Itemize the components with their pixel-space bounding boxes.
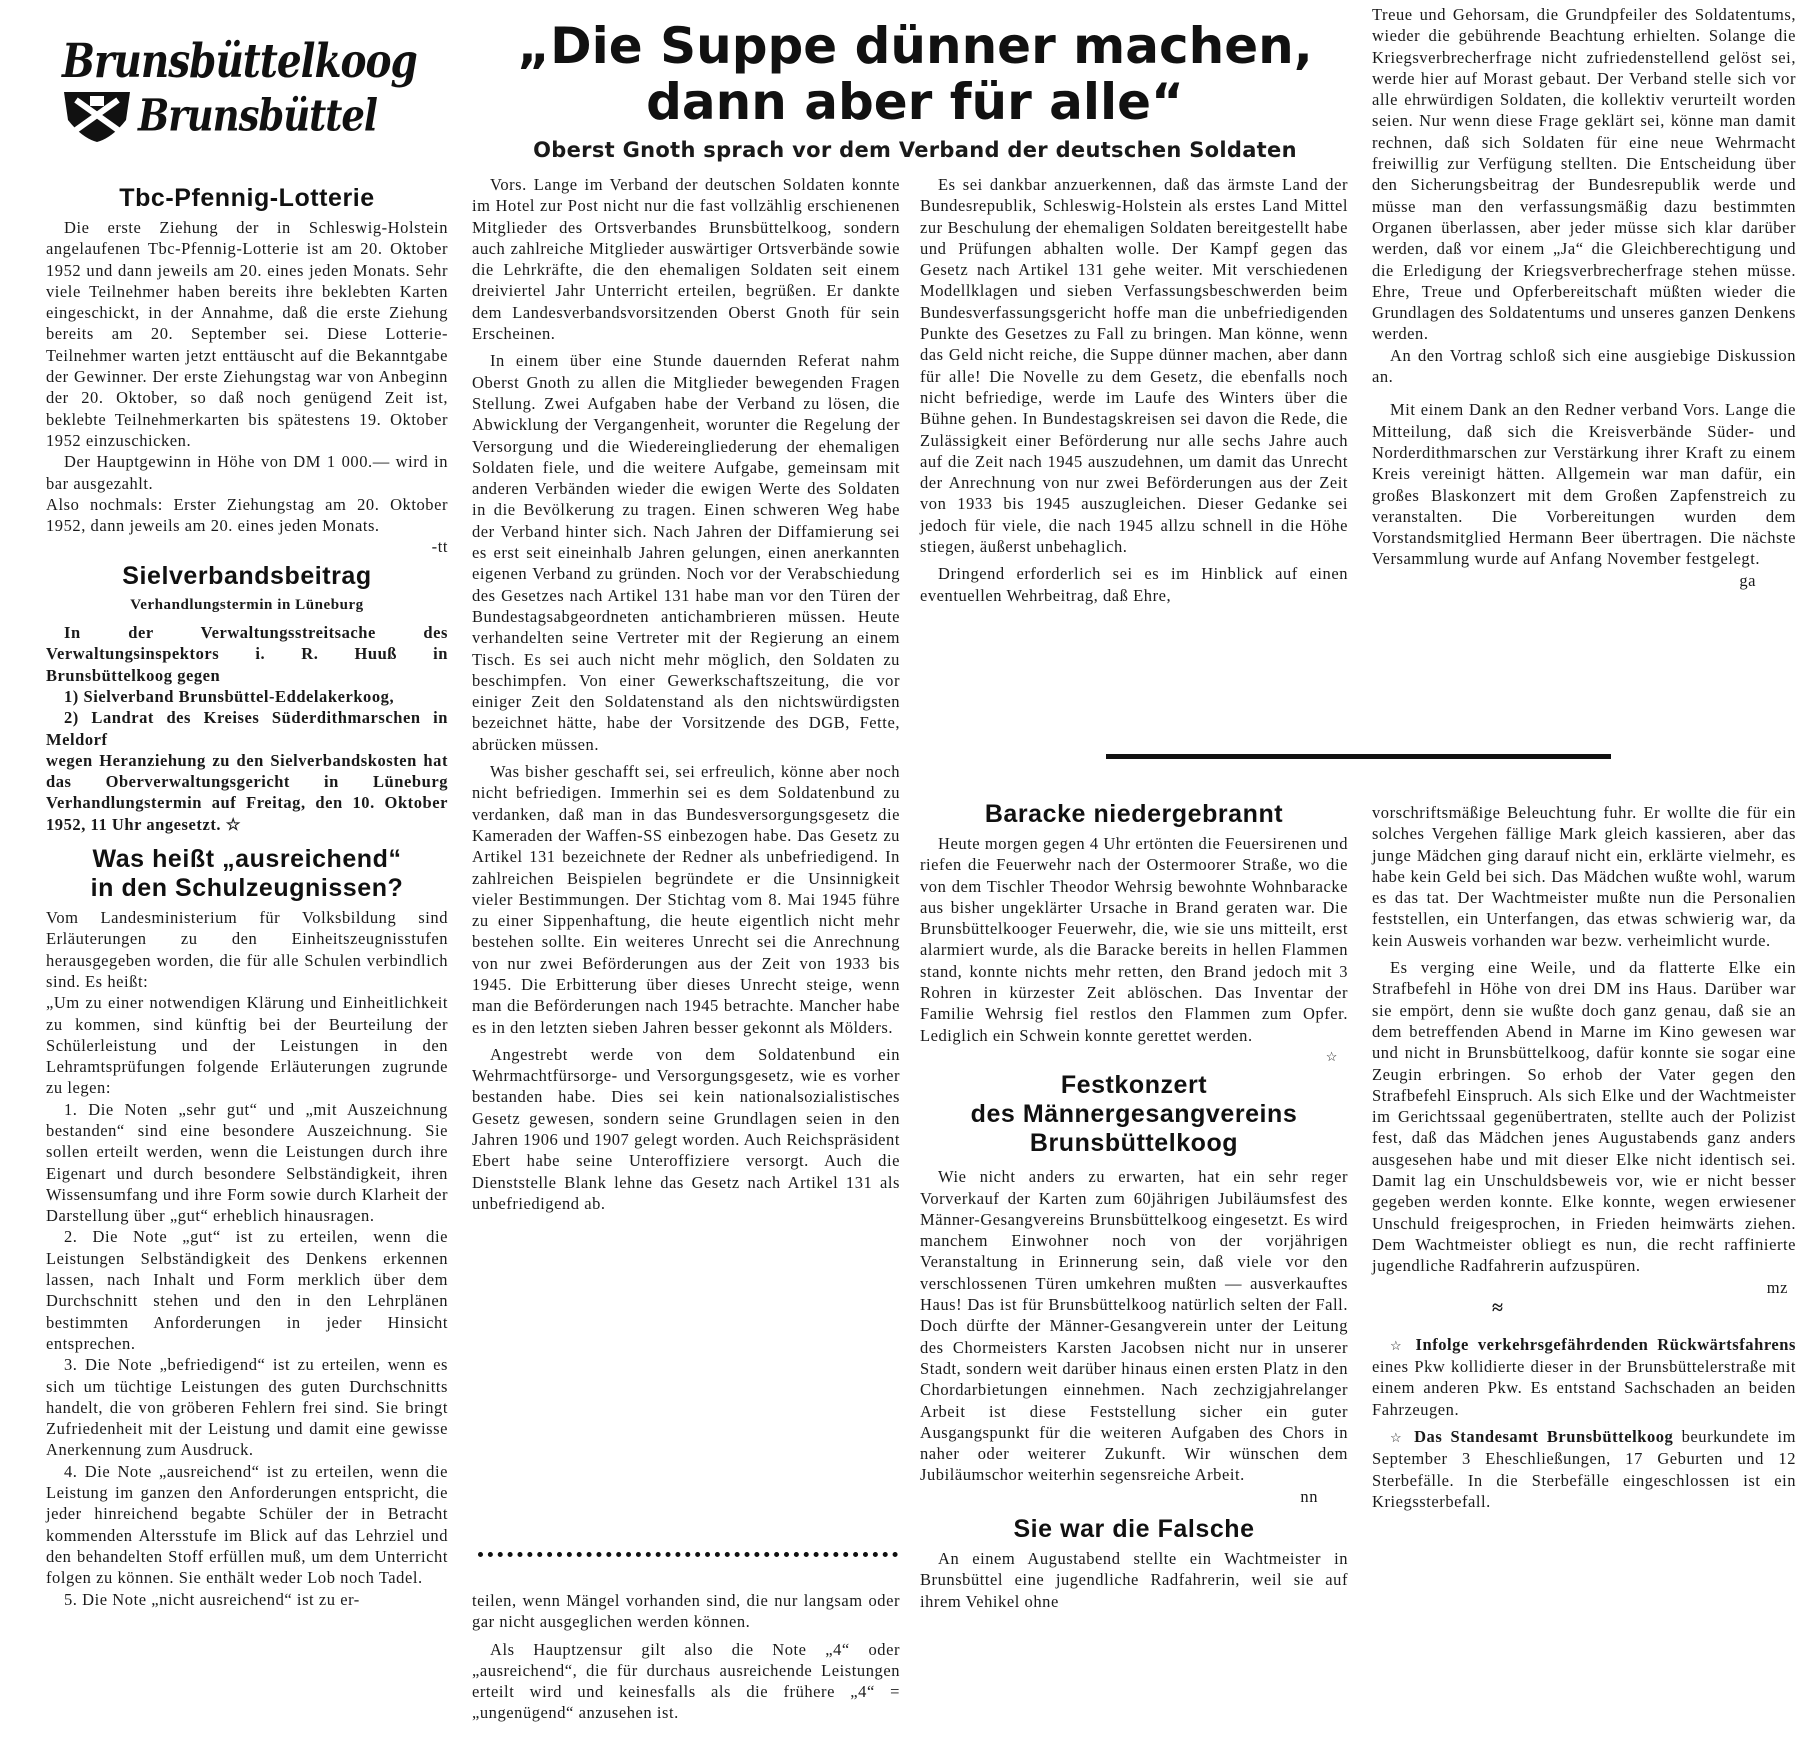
column-3-lower: [920, 796, 1348, 1612]
notice: [1372, 1334, 1796, 1420]
paragraph: In einem über eine Stunde dauernden Referat nahm Oberst Gnoth zu allen die Mitglieder bewegenden Fragen Stellung. Zwei Aufgaben habe der Verband zu lösen, die Abwicklung der Vergangenheit, worunter die Regelung der Versorgung und die Wiedereingliederung der ehemaligen Soldaten fiele, und die weitere Aufgabe, gemeinsam mit anderen Verbänden wieder die ewigen Werte des Soldaten in die Bevölkerung zu tragen. Einen schweren Weg habe der Verband hinter sich. Nach Jahren der Diffamierung sei es erst seit eineinhalb Jahren gelungen, einen anerkannten eigenen Verband zu gründen. Noch vor der Verabschiedung des Gesetzes nach Artikel 131 habe man vor den Türen der Bundestagsabgeordneten antichambrieren müssen. Heute verhandelten seine Vertreter mit der Regierung an einem Tisch. Es sei auch nicht mehr möglich, den Soldaten zu beschimpfen. Von einer Gewerkschaftszeitung, die vor einiger Zeit den Soldatenstand als den nichtswürdigsten bezeichnet hätte, habe der Vorsitzende des DGB, Fette, abrücken müssen.: [472, 351, 900, 754]
article-heading-line2: in den Schulzeugnissen?: [90, 874, 404, 903]
paragraph: 2. Die Note „gut“ ist zu erteilen, wenn die Leistungen Selbständigkeit des Denkens erkennen lassen, nach Inhalt und Form merklich über dem Durchschnitt stehen und den in den Lehrplänen bestimmten Anforderungen in jeder Hinsicht entsprechen.: [46, 1227, 448, 1353]
paragraph: An einem Augustabend stellte ein Wachtmeister in Brunsbüttel eine jugendliche Radfahrerin, weil sie auf ihrem Vehikel ohne: [920, 1549, 1348, 1611]
paragraph: 1) Sielverband Brunsbüttel-Eddelakerkoog,: [64, 686, 395, 706]
paragraph: 2) Landrat des Kreises Süderdithmarschen in Meldorf: [46, 708, 448, 749]
paragraph: Mit einem Dank an den Redner verband Vors. Lange die Mitteilung, daß sich die Kreisverbände Süder- und Norderdithmarschen zur Verstärkung ihrer Kraft zu einem Kreis vereinigt hätten. Allgemein war man dafür, ein großes Blaskonzert mit dem Großen Zapfenstreich zu veranstalten. Die Vorbereitungen wurden dem Vorstandsmitglied Hermann Beer übertragen. Die nächste Versammlung wurde auf Anfang November festgelegt.: [1372, 400, 1796, 569]
column-4-lower: [1372, 802, 1796, 1512]
star-icon: ☆: [1325, 1048, 1338, 1064]
paragraph: vorschriftsmäßige Beleuchtung fuhr. Er wollte die für ein solches Vergehen fällige Mark gleich kassieren, aber das junge Mädchen ging darauf nicht ein, erklärte vielmehr, es habe kein Geld bei sich. Das Mädchen wußte wohl, warum es das tat. Der Wachtmeister mußte nun die Personalien feststellen, ein Unterfangen, das etwas schwierig war, da kein Ausweis vorhanden war bezw. verheimlicht wurde.: [1372, 803, 1796, 950]
article-heading: Sielverbandsbeitrag: [122, 561, 372, 590]
paragraph: Der Hauptgewinn in Höhe von DM 1 000.— wird in bar ausgezahlt.: [46, 452, 448, 493]
masthead-line1: Brunsbüttelkoog: [62, 34, 417, 90]
article-heading: Tbc-Pfennig-Lotterie: [119, 184, 375, 212]
headline-line2: dann aber für alle“: [646, 73, 1184, 131]
paragraph: 3. Die Note „befriedigend“ ist zu erteilen, wenn es sich um tüchtige Leistungen des guten Durchschnitts handelt, die von gröberen Fehlern frei sind. Sie bringt Zufriedenheit mit der Leistung und damit eine gewisse Anerkennung zum Ausdruck.: [46, 1355, 448, 1460]
paragraph: Also nochmals: Erster Ziehungstag am 20. Oktober 1952, dann jeweils am 20. eines jeden Monats.: [46, 494, 448, 536]
separator-icon: ≈: [1492, 1296, 1504, 1319]
article-tbc: [46, 184, 448, 558]
paragraph: Es sei dankbar anzuerkennen, daß das ärmste Land der Bundesrepublik, Schleswig-Holstein als erstes Land Mittel zur Beschulung der ehemaligen Soldaten bereitgestellt habe und Prüfungen abhalten wolle. Der Kampf gegen das Gesetz nach Artikel 131 gehe weiter. Mit verschiedenen Modellklagen und sieben Verfassungsbeschwerden beim Bundesverfassungsgericht hoffe man die unbefriedigenden Punkte des Gesetzes zu Fall zu bringen. Man könne, wenn das Geld nicht reiche, die Suppe dünner machen, aber dann für alle! Die Novelle zu dem Gesetz, die ebenfalls noch nicht befriedige, werde im Laufe des Winters über die Bühne gehen. In Bundestagskreisen sei davon die Rede, die Zulässigkeit einer Beförderung nur alle sechs Jahre auch auf die Zeit nach 1945 auszudehnen, um damit das Unrecht der Anrechnung von nur zwei Beförderungen aus der Zeit von 1933 bis 1945 auszugleichen. Dieser Gedanke sei jedoch für viele, die nach 1945 allzu schnell in die Höhe stiegen, äußerst unbehaglich.: [920, 175, 1348, 557]
article-heading-line3: Brunsbüttelkoog: [1029, 1129, 1239, 1158]
article-heading: Sie war die Falsche: [1013, 1515, 1255, 1544]
paragraph: Was bisher geschafft sei, sei erfreulich, könne aber noch nicht befriedigen. Immerhin sei es dem Soldatenbund zu verdanken, daß man in das Bundesversorgungsgesetz die Kameraden der Waffen-SS einbezogen habe. Das Gesetz zu Artikel 131 bezeichnete der Redner als unbefriedigend. In zahlreichen Beispielen begründete er die Unsinnigkeit vieler Bestimmungen. Der Stichtag vom 8. Mai 1945 führe zu einer Sippenhaftung, die heute eigentlich nicht mehr bestehen sollte. Ein weiteres Unrecht sei die Anrechnung von nur zwei Beförderungen aus der Zeit von 1933 bis 1945. Die Erbitterung über dieses Unrecht steige, wenn man die Beförderungen nach 1945 betrachte. Mancher habe es in den letzten sieben Jahren besser gekonnt als Mölders.: [472, 762, 900, 1037]
masthead-logo: [62, 34, 417, 146]
paragraph: wegen Heranziehung zu den Sielverbandskosten hat das Oberverwaltungsgericht in Lüneburg Verhandlungstermin auf Freitag, den 10. Oktober 1952, 11 Uhr angesetzt. ☆: [46, 750, 448, 834]
article-heading-line2: des Männergesangvereins: [970, 1100, 1298, 1129]
paragraph: 5. Die Note „nicht ausreichend“ ist zu er-: [64, 1589, 360, 1609]
article-falsche: [920, 1515, 1348, 1612]
headline-subtitle: Oberst Gnoth sprach vor dem Verband der deutschen Soldaten: [533, 138, 1297, 162]
notice: [1372, 1426, 1796, 1512]
column-4-top: [1372, 4, 1796, 591]
paragraph: „Um zu einer notwendigen Klärung und Einheitlichkeit zu kommen, sind künftig bei der Beurteilung der Schülerleistung und der Leistungen in den Lehramtsprüfungen folgende Erläuterungen zugrunde zu legen:: [46, 993, 448, 1098]
paragraph: Es verging eine Weile, und da flatterte Elke ein Strafbefehl in Höhe von drei DM ins Haus. Darüber war sie empört, denn sie wußte doch ganz genau, daß sie an dem betreffenden Abend in Marne im Kino gewesen war und nicht in Brunsbüttelkoog, dafür konnte sie sogar eine Zeugin erbringen. So erhob der Vater gegen den Strafbefehl Einspruch. Als sich Elke und der Wachtmeister im Gerichtssaal gegenübertraten, stellte auch der Polizist fest, daß das Mädchen jenes Augustabends ganz anders ausgesehen habe und mit dieser Elke nicht identisch sei. Damit lag ein Unschuldsbeweis vor, wie er nicht besser gegeben werden konnte. Elke konnte, wegen erwiesener Unschuld freigesprochen, in Frieden heimwärts ziehen. Dem Wachtmeister obliegt es nun, die recht raffinierte jugendliche Radfahrerin aufzuspüren.: [1372, 958, 1796, 1276]
paragraph: In der Verwaltungsstreitsache des Verwaltungsinspektors i. R. Huuß in Brunsbüttelkoog gegen: [46, 623, 448, 685]
column-1: [46, 180, 448, 1610]
article-heading: Baracke niedergebrannt: [984, 800, 1284, 828]
signature: -tt: [431, 537, 448, 557]
column-3-top: [920, 174, 1348, 606]
signature: nn: [1300, 1486, 1318, 1506]
paragraph: Die erste Ziehung der in Schleswig-Holstein angelaufenen Tbc-Pfennig-Lotterie ist am 20. Oktober 1952 und dann jeweils am 20. eines jeden Monats. Sehr viele Teilnehmer haben bereits ihre beklebten Karten eingeschickt, in der Annahme, daß die erste Ziehung bereits am 20. September sei. Diese Lotterie-Teilnehmer warten jetzt enttäuscht auf die Bekanntgabe der Gewinner. Der erste Ziehungstag war von Anbeginn der 20. Oktober, so daß noch genügend Zeit ist, beklebte Teilnehmerkarten bis spätestens 19. Oktober 1952 einzuschicken.: [46, 218, 448, 450]
signature: ga: [1739, 570, 1756, 590]
column-2: [472, 174, 900, 1214]
paragraph: Dringend erforderlich sei es im Hinblick auf einen eventuellen Wehrbeitrag, daß Ehre,: [920, 564, 1348, 605]
paragraph: Wie nicht anders zu erwarten, hat ein sehr reger Vorverkauf der Karten zum 60jährigen Jubiläumsfest des Männer-Gesangvereins Brunsbüttelkoog eingesetzt. Es wird manchem Einwohner noch von der vorjährigen Veranstaltung in Erinnerung sein, daß viele vor den verschlossenen Türen umkehren mußten — ausverkauftes Haus! Das ist für Brunsbüttelkoog natürlich selten der Fall. Doch dürfte der Männer-Gesangverein unter der Leitung des Chormeisters Karsten Jacobsen nicht nur in unserer Stadt, sondern weit darüber hinaus einen ersten Platz in den Chordarbietungen einnehmen. Nach zechzigjahrelanger Arbeit ist diese Feststellung sicher ein guter Ausgangspunkt für die weiteren Aufgaben des Chors in naher oder weiterer Zukunft. Wir wünschen dem Jubiläumschor weiterhin segensreiche Arbeit.: [920, 1167, 1348, 1485]
paragraph: Vors. Lange im Verband der deutschen Soldaten konnte im Hotel zur Post nicht nur die fast vollzählig erschienenen Mitglieder des Ortsverbandes Brunsbüttelkoog, sondern auch zahlreiche Mitglieder auswärtiger Ortsverbände sowie die Lehrkräfte, die den ehemaligen Soldaten seit einem dreiviertel Jahr Unterricht erteilen, begrüßen. Er dankte dem Landesverbandsvorsitzenden Oberst Gnoth für sein Erscheinen.: [472, 175, 900, 344]
paragraph: Angestrebt werde von dem Soldatenbund ein Wehrmachtfürsorge- und Versorgungsgesetz, wie es vorher bestanden habe. Dies sei kein nationalsozialistisches Gesetz gewesen, sondern seine Grundlagen seien in den Jahren 1906 und 1907 gelegt worden. Auch Reichspräsident Ebert habe seine Unteroffiziere versorgt. Auch die Dienststelle Blank lehne das Gesetz nach Artikel 131 als unbefriedigend ab.: [472, 1044, 900, 1213]
notice-text: eines Pkw kollidierte dieser in der Brunsbüttelerstraße mit einem anderen Pkw. Es entstand Sachschaden an beiden Fahrzeugen.: [1372, 1357, 1796, 1419]
section-divider: [1106, 754, 1611, 759]
article-heading-line1: Was heißt „ausreichend“: [92, 845, 402, 874]
article-sielverband: [46, 562, 448, 835]
column-2-continuation: [472, 1590, 900, 1724]
paragraph: Vom Landesministerium für Volksbildung sind Erläuterungen zu den Einheitszeugnisstufen herausgegeben worden, die für alle Schulen verbindlich sind. Es heißt:: [46, 908, 448, 991]
notice-text: beurkundete im September 3 Eheschließungen, 17 Geburten und 12 Sterbefälle. In die Sterbefälle eingeschlossen ist ein Kriegssterbefall.: [1372, 1427, 1796, 1511]
signature: mz: [1766, 1277, 1788, 1297]
paragraph: 4. Die Note „ausreichend“ ist zu erteilen, wenn die Leistung im ganzen den Anforderungen entspricht, die jeder hinreichend begabte Schüler der in Betracht kommenden Altersstufe im Blick auf das Lehrziel und den behandelten Stoff erfüllen muß, um dem Unterricht folgen zu können. Sie enthält weder Lob noch Tadel.: [46, 1461, 448, 1588]
coat-of-arms-icon: [62, 86, 132, 144]
article-heading-line1: Festkonzert: [1060, 1071, 1208, 1100]
notice-lead: Das Standesamt Brunsbüttelkoog: [1414, 1427, 1674, 1447]
article-festkonzert: [920, 1071, 1348, 1507]
paragraph: teilen, wenn Mängel vorhanden sind, die nur langsam oder gar nicht ausgeglichen werden können.: [472, 1591, 900, 1632]
notice-lead: Infolge verkehrsgefährdenden Rückwärtsfahrens: [1415, 1334, 1796, 1354]
article-subheading: Verhandlungstermin in Lüneburg: [130, 596, 364, 613]
paragraph: Treue und Gehorsam, die Grundpfeiler des Soldatentums, wieder die gebührende Beachtung erhielten. Solange die Kriegsverbrecherfrage nicht zufriedenstellend gelöst sei, werde hier auf Morast gebaut. Der Verband stelle sich vor alle ehrwürdigen Soldaten, die kollektiv verurteilt worden seien. Nur wenn diese Frage geklärt sei, könne man damit rechnen, daß sich Soldaten für eine neue Wehrmacht freiwillig zur Verfügung stellten. Die Entscheidung über den Sicherungsbeitrag der Bundesrepublik werde und müsse man den verfassungsmäßig dazu bestimmten Organen überlassen, aber jeder müsse sich klar darüber werden, daß vor einem „Ja“ die Gleichberechtigung und die Erledigung der Kriegsverbrecherfrage stehen müsse. Ehre, Treue und Opferbereitschaft müßten wieder die Grundlagen des Soldatentums und unseres ganzen Denkens werden.: [1372, 5, 1796, 344]
star-icon: ☆: [1390, 1430, 1406, 1446]
paragraph: An den Vortrag schloß sich eine ausgiebige Diskussion an.: [1372, 345, 1796, 387]
article-baracke: [920, 800, 1348, 1067]
headline-line1: „Die Suppe dünner machen,: [517, 17, 1313, 75]
article-schulzeugnisse: [46, 845, 448, 1610]
main-headline: [480, 18, 1350, 162]
star-icon: ☆: [1390, 1337, 1407, 1353]
paragraph: 1. Die Noten „sehr gut“ und „mit Auszeichnung bestanden“ sind eine besondere Auszeichnung. Sie sollen erteilt werden, wenn die Leistungen durch ihre Eigenart und durch besondere Selbständigkeit, ihren Wissensumfang und ihre Form sowie durch Klarheit der Darstellung über „gut“ erheblich hinausragen.: [46, 1099, 448, 1226]
paragraph: Als Hauptzensur gilt also die Note „4“ oder „ausreichend“, die für durchaus ausreichende Leistungen erteilt wird und keinesfalls als die frühere „4“ = „ungenügend“ anzusehen ist.: [472, 1639, 900, 1723]
dotted-divider: [478, 1552, 898, 1557]
masthead-line2: Brunsbüttel: [138, 88, 377, 142]
paragraph: Heute morgen gegen 4 Uhr ertönten die Feuersirenen und riefen die Feuerwehr nach der Ostermoorer Straße, wo die von dem Tischler Theodor Wehrsig bewohnte Wohnbaracke aus bisher ungeklärter Ursache in Brand geraten war. Die Brunsbüttelkooger Feuerwehr, die, wie sie uns mitteilt, erst alarmiert wurde, als die Baracke bereits in hellen Flammen stand, konnte nichts mehr retten, den Brand jedoch mit 3 Rohren in kürzester Zeit ablöschen. Das Inventar der Familie Wehrsig fiel restlos den Flammen zum Opfer. Lediglich ein Schwein konnte gerettet werden.: [920, 834, 1348, 1045]
